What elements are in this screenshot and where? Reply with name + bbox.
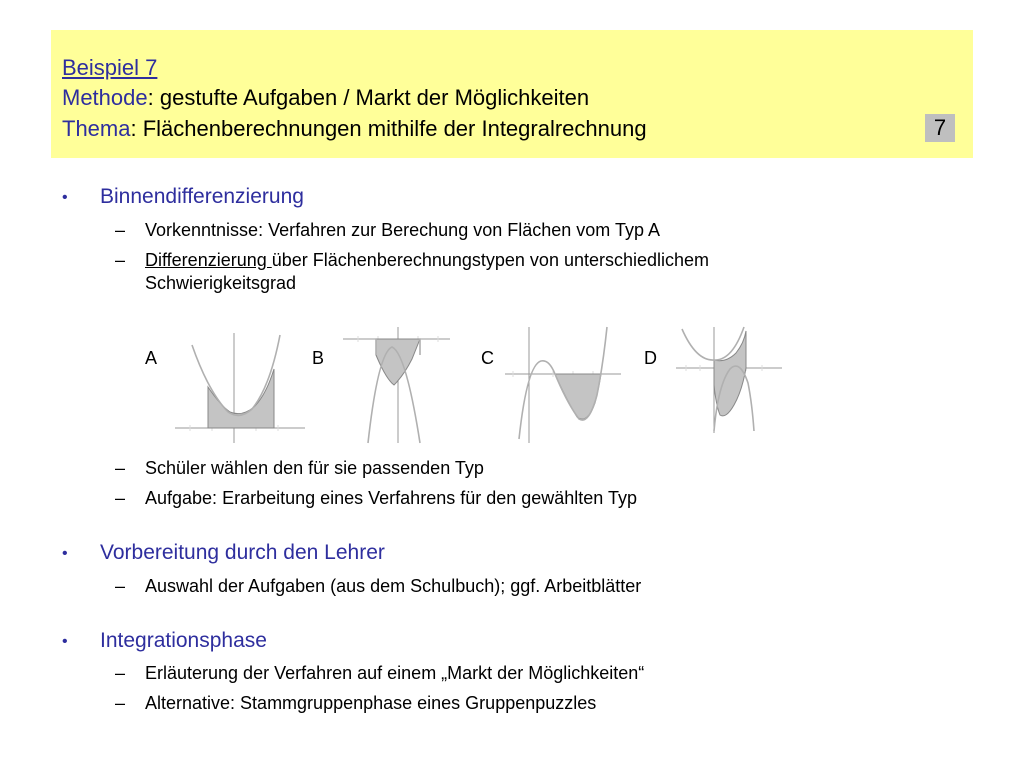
- list-item-text: über Flächenberechnungstypen von unterschiedlichem: [271, 250, 710, 270]
- dash-icon: –: [115, 693, 126, 713]
- list-item-differenzierung: [145, 249, 709, 271]
- section-title-integrationsphase: Integrationsphase: [100, 629, 267, 652]
- graph-d-area-between-curves: [674, 325, 784, 435]
- title-banner: [51, 30, 973, 158]
- graph-label-c: C: [481, 348, 494, 368]
- bullet-icon: •: [62, 189, 68, 206]
- list-item: Erläuterung der Verfahren auf einem „Markt der Möglichkeiten“: [145, 663, 645, 683]
- dash-icon: –: [115, 576, 126, 596]
- list-item: Auswahl der Aufgaben (aus dem Schulbuch); ggf. Arbeitblätter: [145, 576, 642, 596]
- list-item: Alternative: Stammgruppenphase eines Gruppenpuzzles: [145, 693, 597, 713]
- topic-line: [62, 116, 647, 142]
- slide-number-badge: 7: [925, 114, 955, 142]
- bullet-icon: •: [62, 633, 68, 650]
- topic-label: Thema: [62, 116, 131, 141]
- graph-label-b: B: [312, 348, 325, 368]
- dash-icon: –: [115, 488, 126, 508]
- bullet-icon: •: [62, 545, 68, 562]
- differenzierung-link[interactable]: Differenzierung: [145, 250, 272, 270]
- list-item: Vorkenntnisse: Verfahren zur Berechung von Flächen vom Typ A: [145, 220, 660, 240]
- graph-a-parabola-area: [170, 325, 310, 445]
- graph-c-cubic-area: [503, 325, 623, 445]
- example-title[interactable]: Beispiel 7: [62, 55, 158, 80]
- list-item: Schüler wählen den für sie passenden Typ: [145, 458, 484, 478]
- topic-text: : Flächenberechnungen mithilfe der Integralrechnung: [130, 116, 647, 141]
- section-title-binnendifferenzierung: Binnendifferenzierung: [100, 185, 304, 208]
- list-item-continuation: Schwierigkeitsgrad: [145, 273, 297, 293]
- graph-b-downward-parabola-area: [338, 325, 453, 445]
- dash-icon: –: [115, 458, 126, 478]
- graph-label-a: A: [145, 348, 158, 368]
- dash-icon: –: [115, 663, 126, 683]
- graph-label-d: D: [644, 348, 657, 368]
- dash-icon: –: [115, 250, 126, 270]
- list-item: Aufgabe: Erarbeitung eines Verfahrens für den gewählten Typ: [145, 488, 638, 508]
- method-label: Methode: [62, 85, 148, 110]
- method-line: [62, 85, 589, 111]
- section-title-vorbereitung: Vorbereitung durch den Lehrer: [100, 541, 385, 564]
- dash-icon: –: [115, 220, 126, 240]
- method-text: : gestufte Aufgaben / Markt der Möglichkeiten: [147, 85, 590, 110]
